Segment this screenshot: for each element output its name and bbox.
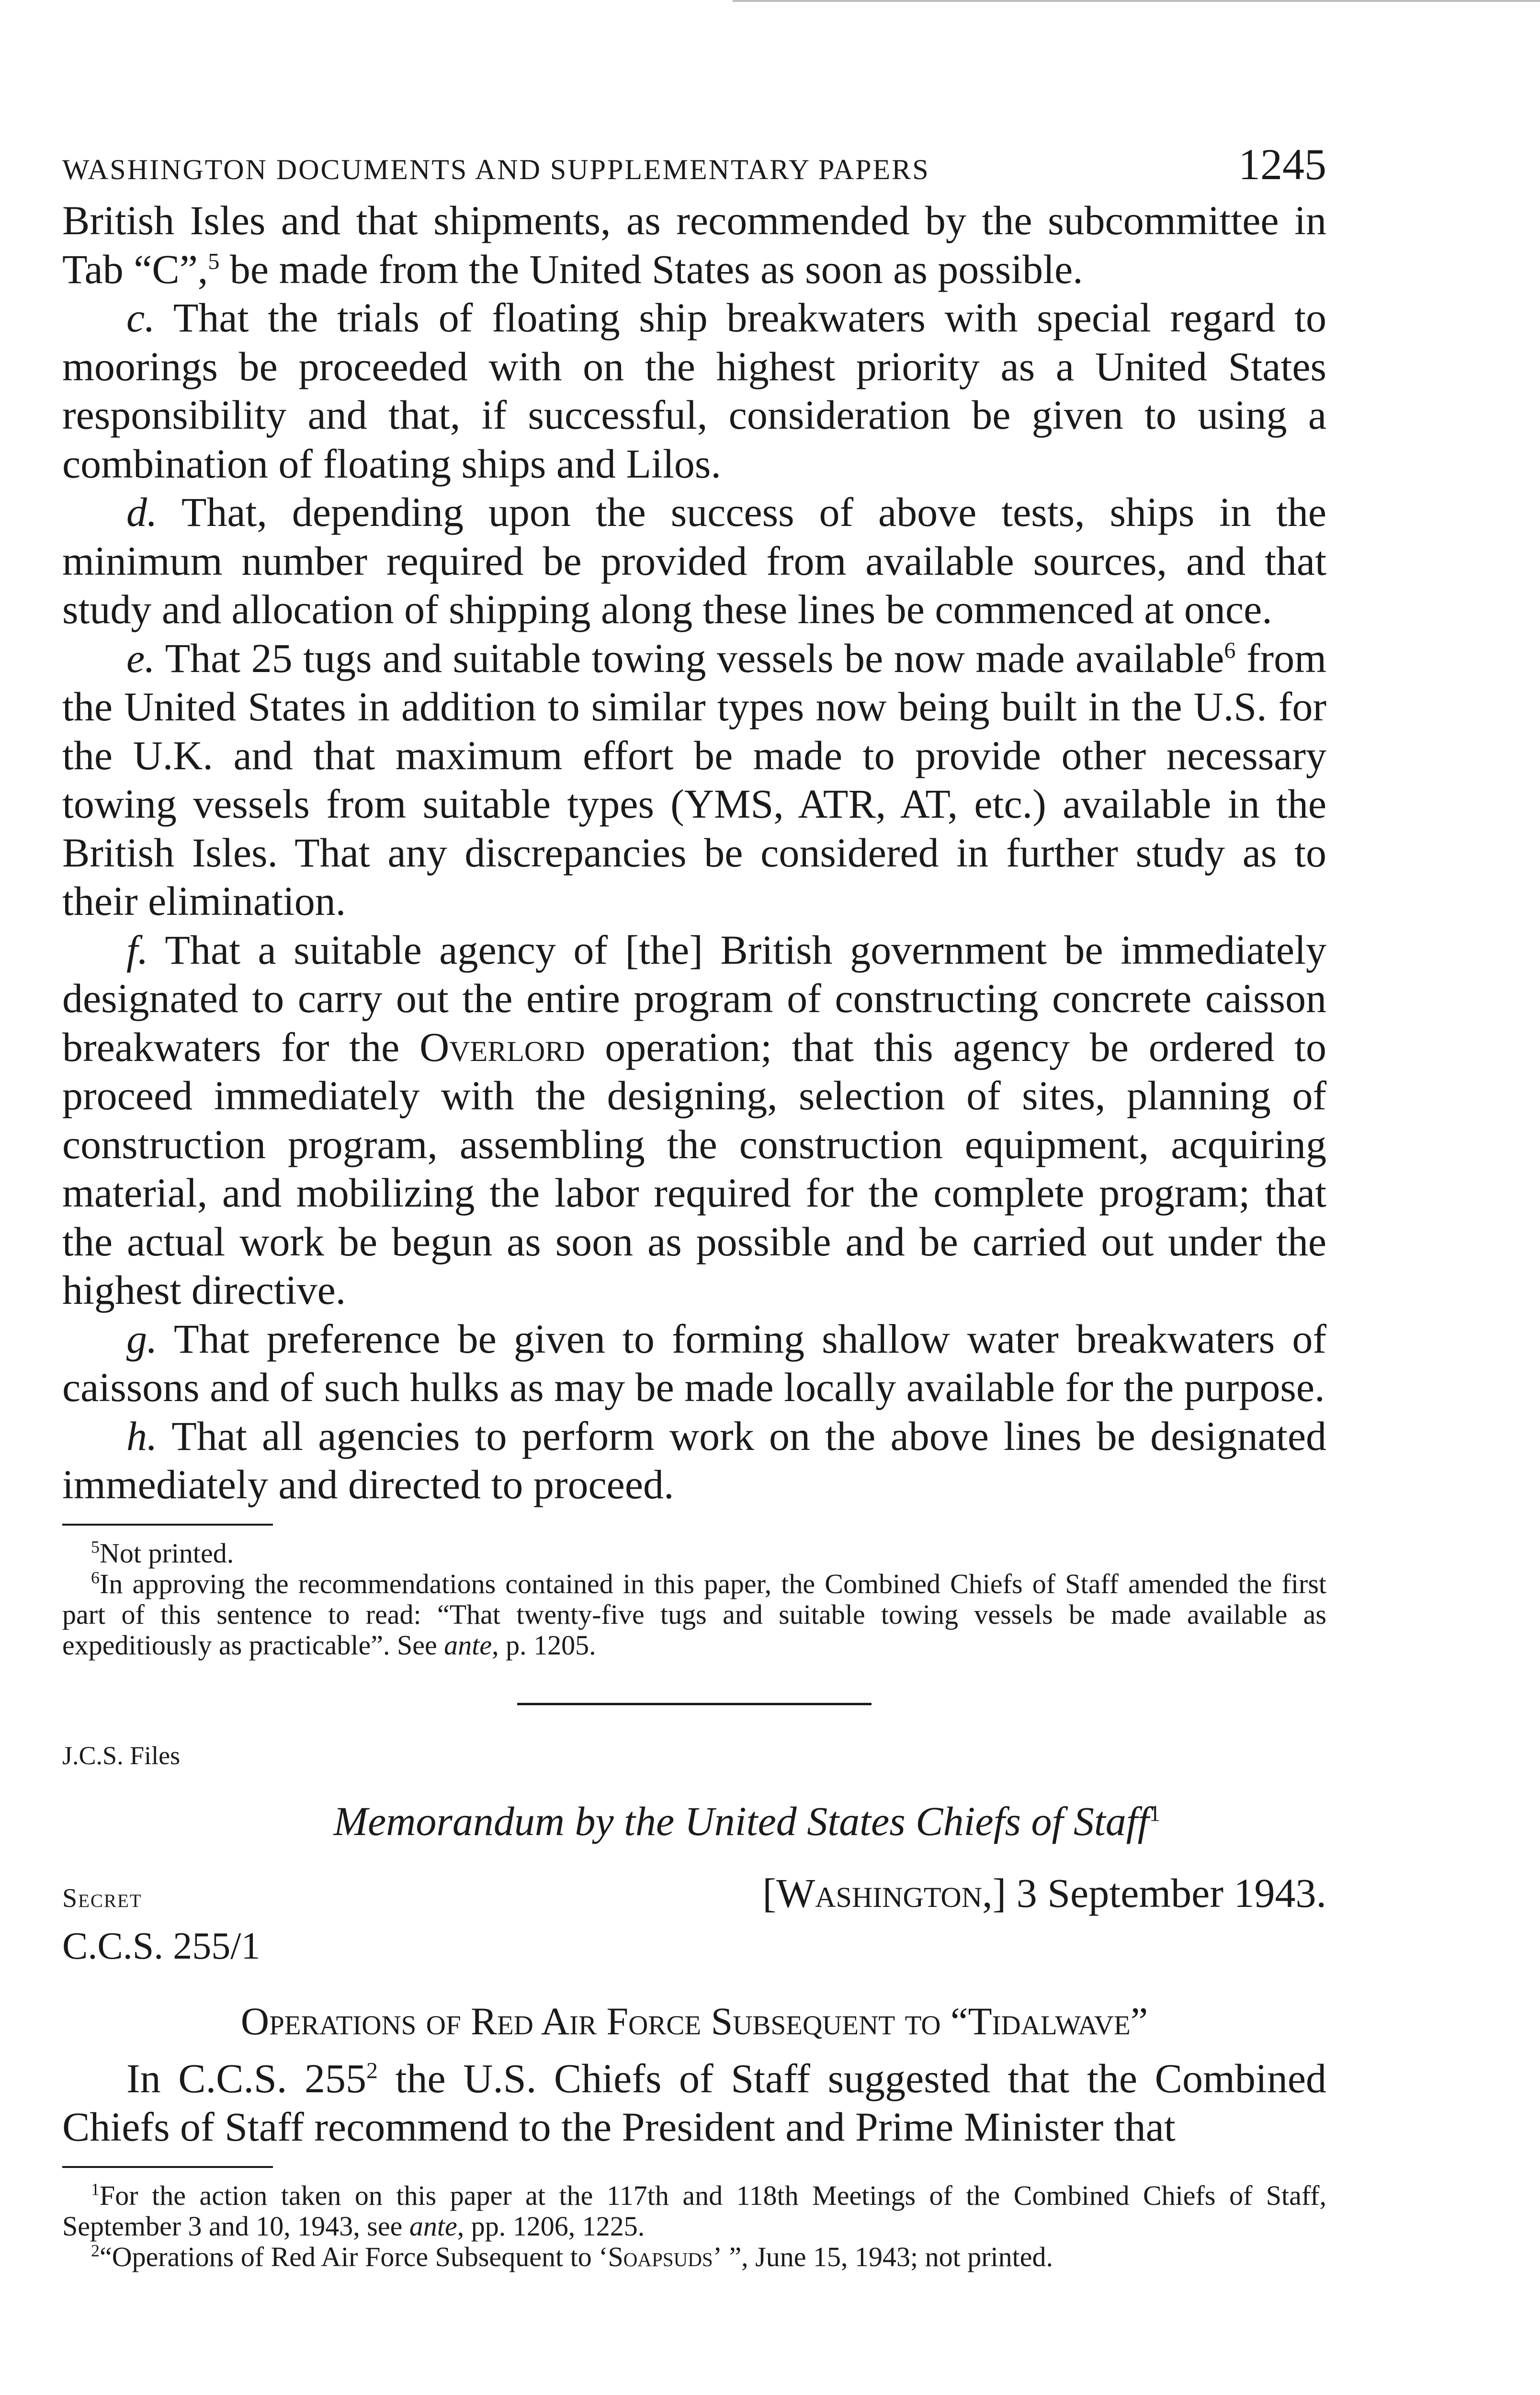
item-text-c: That the trials of floating ship breakwaters with special regard to moorings be proceeded with on the highest priority as a United States responsibility and that, if successful, consideration be given to using a combination of floating ships and Lilos.	[62, 295, 1327, 487]
continuation-text: British Isles and that shipments, as recommended by the subcommittee in Tab “C”,	[62, 197, 1326, 292]
item-text-d: That, depending upon the success of above tests, ships in the minimum number required be provided from available sources, and that study and allocation of shipping along these lines be commenced at once.	[62, 489, 1326, 632]
paragraph-d	[62, 488, 1326, 634]
item-label-h: h.	[126, 1413, 158, 1459]
item-label-f: f.	[126, 926, 148, 973]
footnote-1-number: 1	[91, 2179, 100, 2199]
memo-body	[62, 2054, 1326, 2152]
bracket-close: ,]	[982, 1870, 1007, 1916]
memo-date: 3 September 1943.	[1006, 1870, 1326, 1916]
footnote-divider	[62, 1524, 273, 1526]
footnote-2-number: 2	[91, 2241, 100, 2260]
memo-subject	[62, 1999, 1326, 2044]
top-edge-rule	[733, 0, 1540, 2]
files-source: J.C.S. Files	[62, 1741, 181, 1770]
overlord-codename: Overlord	[419, 1024, 585, 1070]
footnotes-upper	[62, 1538, 1326, 1661]
footnote-2-text-a: “Operations of Red Air Force Subsequent to ‘	[100, 2241, 608, 2272]
memo-body-b: the U.S. Chiefs of Staff suggested that the Combined Chiefs of Staff recommend to the President and Prime Minister that	[62, 2055, 1326, 2150]
paragraph-continuation	[62, 196, 1326, 294]
item-text-e-a: That 25 tugs and suitable towing vessels be now made available	[165, 635, 1224, 681]
memo-meta	[62, 1869, 1326, 1922]
subject-text-b: “Tidalwave”	[951, 1999, 1148, 2043]
footnote-1-ante: ante	[409, 2210, 457, 2242]
item-text-f-a: That a suitable agency of [the] British government be immediately designated to carry out the entire program of constructing concrete caisson breakwaters for the	[62, 926, 1326, 1070]
classification-label: Secret	[62, 1883, 142, 1913]
item-text-e-b: from the United States in addition to similar types now being built in the U.S. for the U.K. and that maximum effort be made to provide other necessary towing vessels from suitable types (YMS, ATR, AT, etc.) available in the British Isles. That any discrepancies be considered in further study as to their elimination.	[62, 635, 1327, 924]
item-text-h: That all agencies to perform work on the above lines be designated immediately and directed to proceed.	[62, 1413, 1326, 1507]
paragraph-g	[62, 1315, 1326, 1412]
footnote-ref-2: 2	[366, 2057, 378, 2083]
memo-place-date	[762, 1869, 1326, 1917]
footnote-6-text-a: In approving the recommendations contained in this paper, the Combined Chiefs of Staff amended the first part of this sentence to read: “That twenty-five tugs and suitable towing vessels be made available as expeditiously as practicable”. See	[62, 1568, 1326, 1661]
footnotes-lower	[62, 2180, 1326, 2272]
item-label-g: g.	[126, 1315, 158, 1362]
footnote-2-soapsuds: Soapsuds	[608, 2241, 713, 2272]
footnote-2-text-b: ’ ”, June 15, 1943; not printed.	[713, 2241, 1053, 2272]
memo-place: Washington	[776, 1870, 983, 1916]
item-label-d: d.	[126, 489, 158, 535]
memo-body-paragraph	[62, 2054, 1326, 2152]
memo-title-text: Memorandum by the United States Chiefs of Staff	[333, 1798, 1149, 1844]
continuation-tail: be made from the United States as soon as possible.	[219, 246, 1083, 292]
footnote-1-text-b: , pp. 1206, 1225.	[457, 2210, 645, 2242]
footnote-6-number: 6	[91, 1568, 100, 1587]
footnote-5-text: Not printed.	[100, 1537, 234, 1569]
memo-title	[62, 1797, 1326, 1845]
footnote-2	[62, 2242, 1326, 2272]
document-page	[62, 139, 1326, 2272]
paragraph-h	[62, 1412, 1326, 1509]
footnote-ref-6: 6	[1224, 637, 1236, 663]
memo-body-a: In C.C.S. 255	[126, 2055, 366, 2101]
item-label-e: e.	[126, 635, 155, 681]
running-title: WASHINGTON DOCUMENTS AND SUPPLEMENTARY PAPERS	[62, 154, 930, 185]
footnote-5-number: 5	[91, 1537, 100, 1557]
section-divider	[517, 1703, 872, 1705]
footnote-6	[62, 1569, 1326, 1661]
footnote-6-text-b: , p. 1205.	[492, 1629, 596, 1661]
running-head	[62, 139, 1326, 196]
footnote-1-text-a: For the action taken on this paper at the 117th and 118th Meetings of the Combined Chiefs of Staff, September 3 and 10, 1943, see	[62, 2179, 1326, 2242]
paragraph-c	[62, 294, 1326, 488]
footnote-6-ante: ante	[444, 1629, 492, 1661]
paragraph-f	[62, 926, 1326, 1315]
item-text-f-b: operation; that this agency be ordered to proceed immediately with the designing, selection of sites, planning of construction program, assembling the construction equipment, acquiring material, and mobilizing the labor required for the complete program; that the actual work be begun as soon as possible and be carried out under the highest directive.	[62, 1024, 1326, 1313]
ccs-number: C.C.S. 255/1	[62, 1925, 260, 1967]
footnote-ref-5: 5	[208, 248, 220, 274]
footnote-divider-lower	[62, 2166, 273, 2168]
item-label-c: c.	[126, 295, 155, 341]
page-number: 1245	[1238, 140, 1326, 189]
bracket-open: [	[762, 1870, 776, 1916]
footnote-1	[62, 2180, 1326, 2242]
subject-text-a: Operations of Red Air Force Subsequent to	[240, 1999, 951, 2043]
footnote-ref-1: 1	[1149, 1800, 1161, 1826]
item-text-g: That preference be given to forming shallow water breakwaters of caissons and of such hulks as may be made locally available for the purpose.	[62, 1315, 1327, 1410]
paragraph-e	[62, 634, 1326, 926]
recommendations-text	[62, 196, 1326, 1509]
footnote-5	[62, 1538, 1326, 1569]
